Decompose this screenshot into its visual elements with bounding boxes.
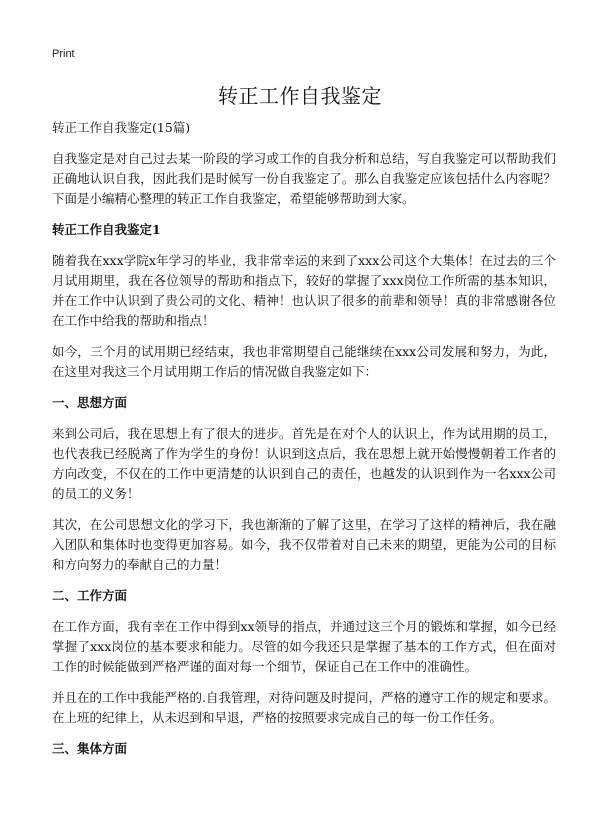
document-body [52,118,556,770]
heading-thought: 一、思想方面 [52,395,128,410]
paragraph-3: 来到公司后，我在思想上有了很大的进步。首先是在对个人的认识上，作为试用期的员工，也代表我已经脱离了作为学生的身份！认识到这点后，我在思想上就开始慢慢朝着工作者的方向改变，不仅在的工作中更清楚的认识到自己的责任，也越发的认识到作为一名xxx公司的员工的义务！ [52,426,556,501]
paragraph-6: 并且在的工作中我能严格的.自我管理，对待问题及时提问，严格的遵守工作的规定和要求。在上班的纪律上，从未迟到和早退，严格的按照要求完成自己的每一份工作任务。 [52,690,556,725]
document-subtitle: 转正工作自我鉴定(15篇) [52,120,191,135]
page-title: 转正工作自我鉴定 [218,84,382,108]
section-heading-1: 转正工作自我鉴定1 [52,222,161,237]
print-label: Print [52,48,75,60]
heading-work: 二、工作方面 [52,588,128,603]
paragraph-2: 如今，三个月的试用期已经结束，我也非常期望自己能继续在xxx公司发展和努力，为此，在这里对我这三个月试用期工作后的情况做自我鉴定如下： [52,344,556,379]
paragraph-5: 在工作方面，我有幸在工作中得到xx领导的指点，并通过这三个月的锻炼和掌握，如今已经掌握了xxx岗位的基本要求和能力。尽管的如今我还只是掌握了基本的工作方式，但在面对工作的时候能做到严格严谨的面对每一个细节，保证自己在工作中的准确性。 [52,619,556,674]
paragraph-1: 随着我在xxx学院x年学习的毕业，我非常幸运的来到了xxx公司这个大集体！在过去的三个月试用期里，我在各位领导的帮助和指点下，较好的掌握了xxx岗位工作所需的基本知识，并在工作中认识到了贵公司的文化、精神！也认识了很多的前辈和领导！真的非常感谢各位在工作中给我的帮助和指点！ [52,253,556,328]
paragraph-4: 其次，在公司思想文化的学习下，我也渐渐的了解了这里，在学习了这样的精神后，我在融入团队和集体时也变得更加容易。如今，我不仅带着对自己未来的期望，更能为公司的目标和方向努力的奉献自己的力量！ [52,517,556,572]
intro-paragraph: 自我鉴定是对自己过去某一阶段的学习或工作的自我分析和总结，写自我鉴定可以帮助我们正确地认识自我，因此我们是时候写一份自我鉴定了。那么自我鉴定应该包括什么内容呢？下面是小编精心整理的转正工作自我鉴定，希望能够帮助到大家。 [52,151,556,206]
heading-collective: 三、集体方面 [52,741,128,756]
